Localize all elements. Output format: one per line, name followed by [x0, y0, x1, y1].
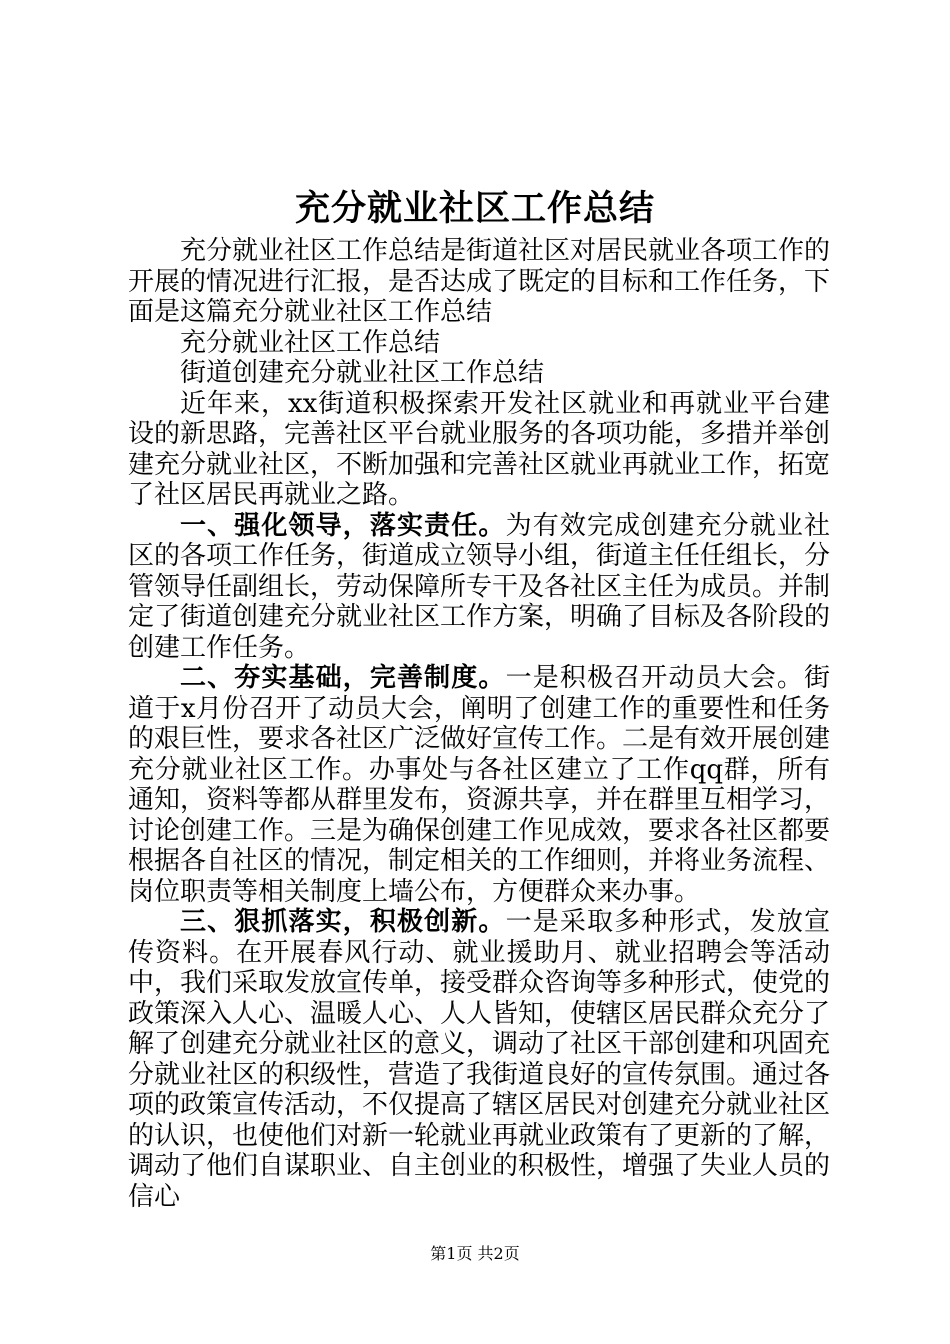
paragraph-overview	[128, 389, 830, 511]
paragraph-text: 一是采取多种形式，发放宣传资料。在开展春风行动、就业援助月、就业招聘会等活动中，我们采取发放宣传单，接受群众咨询等多种形式，使党的政策深入人心、温暖人心、人人皆知，使辖区居民群众充分了解了创建充分就业社区的意义，调动了社区干部创建和巩固充分就业社区的积级性，营造了我街道良好的宣传氛围。通过各项的政策宣传活动，不仅提高了辖区居民对创建充分就业社区的认识，也使他们对新一轮就业再就业政策有了更新的了解，调动了他们自谋职业、自主创业的积极性，增强了失业人员的信心	[128, 907, 831, 1212]
section-heading: 三、狠抓落实，积极创新。	[180, 907, 506, 937]
paragraph-text: 一是积极召开动员大会。街道于x月份召开了动员大会，阐明了创建工作的重要性和任务的艰巨性，要求各社区广泛做好宣传工作。二是有效开展创建充分就业社区工作。办事处与各社区建立了工作qq群，所有通知，资料等都从群里发布，资源共享，并在群里互相学习，讨论创建工作。三是为确保创建工作见成效，要求各社区都要根据各自社区的情况，制定相关的工作细则，并将业务流程、岗位职责等相关制度上墙公布，方便群众来办事。	[128, 663, 831, 907]
section-heading: 二、夯实基础，完善制度。	[180, 663, 506, 693]
section-heading: 一、强化领导，落实责任。	[180, 510, 506, 541]
paragraph-text: 为有效完成创建充分就业社区的各项工作任务，街道成立领导小组，街道主任任组长，分管领导任副组长，劳动保障所专干及各社区主任为成员。并制定了街道创建充分就业社区工作方案，明确了目标及各阶段的创建工作任务。	[128, 510, 831, 663]
paragraph-text: 充分就业社区工作总结是街道社区对居民就业各项工作的开展的情况进行汇报，是否达成了既定的目标和工作任务，下面是这篇充分就业社区工作总结	[128, 236, 831, 327]
paragraph-text: 充分就业社区工作总结	[180, 327, 441, 358]
paragraph-section-1	[128, 511, 830, 664]
paragraph-heading-2	[128, 358, 830, 389]
paragraph-heading-1	[128, 328, 830, 359]
paragraph-text: 街道创建充分就业社区工作总结	[180, 358, 545, 388]
paragraph-section-2	[128, 663, 830, 907]
paragraph-intro	[128, 236, 830, 328]
document-body	[128, 236, 830, 1212]
page-number: 第1页 共2页	[430, 1244, 520, 1263]
paragraph-section-3	[128, 907, 830, 1212]
document-title: 充分就业社区工作总结	[294, 189, 655, 229]
paragraph-text: 近年来，xx街道积极探索开发社区就业和再就业平台建设的新思路，完善社区平台就业服务的各项功能，多措并举创建充分就业社区，不断加强和完善社区就业再就业工作，拓宽了社区居民再就业之路。	[128, 388, 831, 510]
